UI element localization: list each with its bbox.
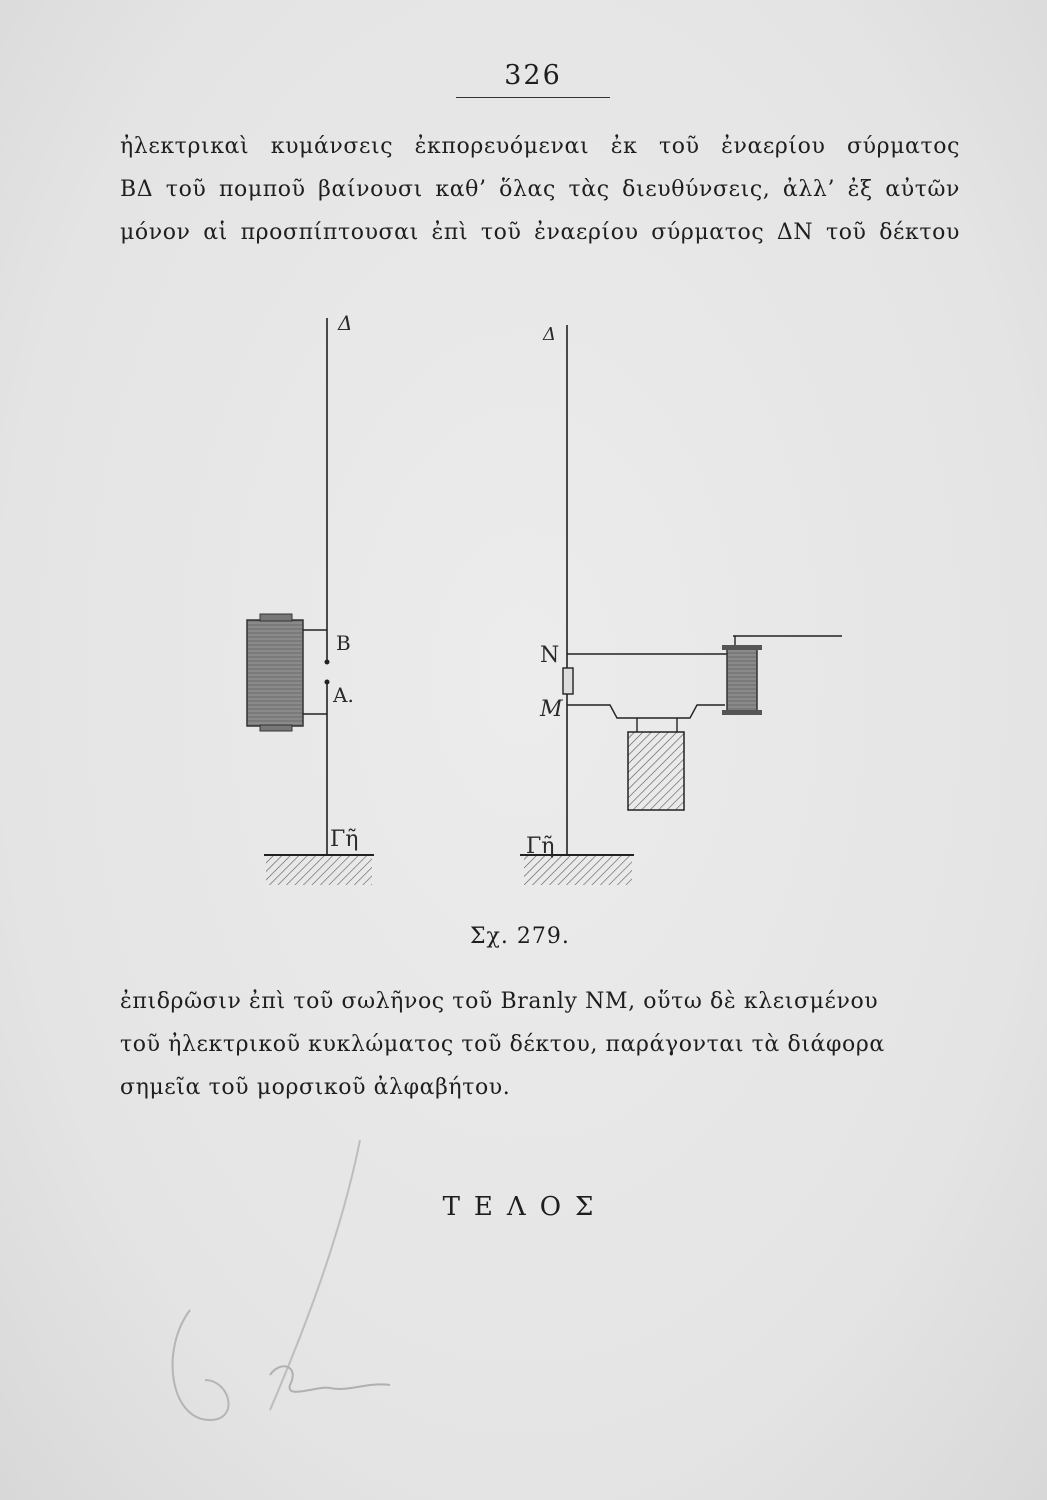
receiver-ground: [524, 855, 632, 885]
receiver-label-ground: Γῆ: [526, 834, 555, 859]
induction-coil-bottom: [260, 725, 292, 731]
paragraph-bottom: [120, 980, 960, 1109]
figure-caption: Σχ. 279.: [470, 924, 570, 949]
induction-coil-top: [260, 614, 292, 621]
induction-coil: [247, 620, 303, 726]
receiver-diagram: [520, 324, 842, 885]
transmitter-ground: [266, 855, 372, 885]
battery: [628, 732, 684, 810]
handwritten-signature: [150, 1120, 410, 1450]
receiver-label-top: Δ: [543, 324, 556, 345]
branly-coherer: [563, 668, 573, 694]
text-line: ἐπιδρῶσιν ἐπὶ τοῦ σωλῆνος τοῦ Branly ΝΜ, οὕτω δὲ κλεισμένου: [120, 989, 879, 1014]
circuit-wire-m: [567, 705, 725, 718]
end-title: ΤΕΛΟΣ: [442, 1192, 608, 1222]
receiver-label-m: Μ: [540, 697, 563, 722]
text-line: τοῦ ἠλεκτρικοῦ κυκλώματος τοῦ δέκτου, παράγονται τὰ διάφορα: [120, 1032, 885, 1057]
text-line: ἠλεκτρικαὶ κυμάνσεις ἐκπορευόμεναι ἐκ τοῦ ἐναερίου σύρματος: [120, 134, 960, 159]
receiver-label-n: Ν: [540, 643, 560, 668]
text-line: σημεῖα τοῦ μορσικοῦ ἀλφαβήτου.: [120, 1075, 511, 1100]
text-line: μόνον αἱ προσπίπτουσαι ἐπὶ τοῦ ἐναερίου σύρματος ΔΝ τοῦ δέκτου: [120, 220, 960, 245]
page-number: 326: [504, 60, 562, 91]
transmitter-label-b: Β: [336, 631, 351, 655]
relay-cap-top: [722, 645, 762, 650]
relay-cap-bottom: [722, 710, 762, 715]
text-line: ΒΔ τοῦ πομποῦ βαίνουσι καθ’ ὅλας τὰς διευθύνσεις, ἀλλ’ ἐξ αὐτῶν: [120, 177, 960, 202]
transmitter-label-ground: Γῆ: [330, 827, 359, 852]
relay-coil: [727, 648, 757, 712]
transmitter-label-top: Δ: [338, 311, 353, 335]
transmitter-label-a: Α.: [333, 683, 354, 707]
transmitter-diagram: [247, 311, 374, 885]
